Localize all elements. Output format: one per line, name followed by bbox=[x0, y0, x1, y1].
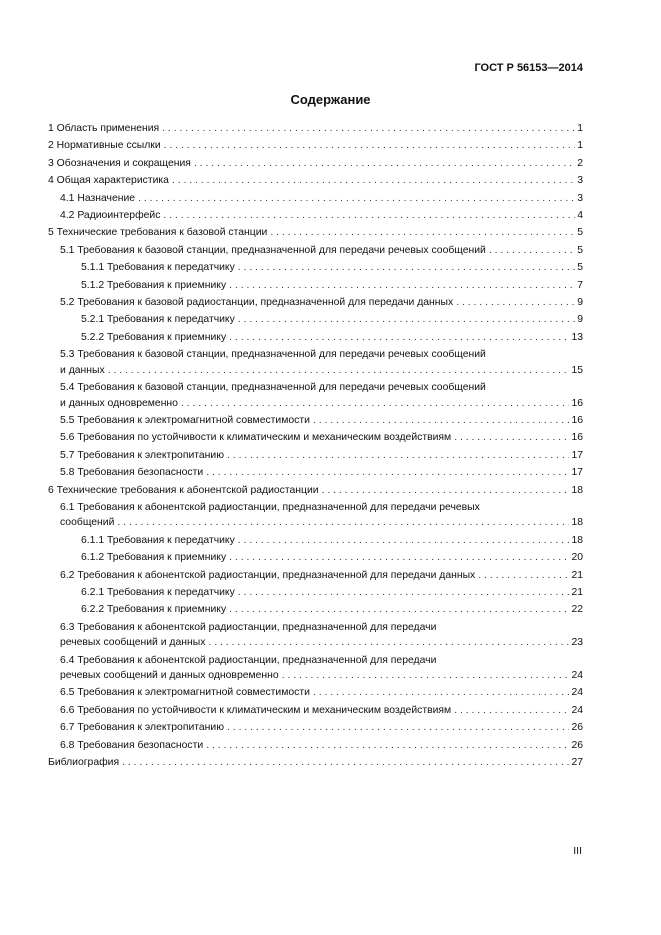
toc-entry[interactable] bbox=[48, 347, 583, 378]
toc-entry-page: 5 bbox=[577, 227, 583, 239]
toc-entry-title-line: 6.1 Требования к абонентской радиостанции, предназначенной для передачи речевых bbox=[60, 501, 480, 513]
toc-dot-leader bbox=[229, 330, 569, 345]
toc-entry-title: 6.2.1 Требования к передатчику bbox=[81, 585, 238, 600]
toc-entry[interactable] bbox=[48, 260, 583, 275]
toc-entry-title: 6.7 Требования к электропитанию bbox=[60, 720, 227, 735]
toc-entry-page: 24 bbox=[571, 670, 583, 681]
toc-entry-page: 18 bbox=[571, 534, 583, 546]
toc-entry[interactable] bbox=[48, 312, 583, 327]
toc-entry-page: 9 bbox=[577, 297, 583, 309]
toc-entry-title: 5.2 Требования к базовой радиостанции, предназначенной для передачи данных bbox=[60, 295, 456, 310]
toc-dot-leader bbox=[227, 720, 569, 735]
toc-entry-page: 18 bbox=[571, 517, 583, 529]
toc-dot-leader bbox=[454, 430, 569, 445]
toc-entry[interactable] bbox=[48, 278, 583, 293]
toc-entry-page: 13 bbox=[571, 331, 583, 343]
toc-entry-title: и данных одновременно bbox=[60, 396, 181, 411]
toc-entry-page: 5 bbox=[577, 244, 583, 256]
toc-title: Содержание bbox=[290, 92, 371, 107]
toc-entry-title-line: 5.3 Требования к базовой станции, предназначенной для передачи речевых сообщений bbox=[60, 349, 486, 361]
toc-entry[interactable] bbox=[48, 585, 583, 600]
toc-dot-leader bbox=[138, 191, 575, 206]
toc-entry-title: 5.1 Требования к базовой станции, предназначенной для передачи речевых сообщений bbox=[60, 243, 489, 258]
toc-dot-leader bbox=[454, 703, 569, 718]
toc-dot-leader bbox=[229, 278, 575, 293]
toc-entry-page: 17 bbox=[571, 449, 583, 461]
toc-dot-leader bbox=[322, 483, 570, 498]
toc-entry-title: 5.1.2 Требования к приемнику bbox=[81, 278, 229, 293]
toc-entry-title: 4 Общая характеристика bbox=[48, 173, 172, 188]
toc-entry-page: 9 bbox=[577, 314, 583, 326]
toc-entry-title: 4.1 Назначение bbox=[60, 191, 138, 206]
toc-dot-leader bbox=[456, 295, 575, 310]
toc-dot-leader bbox=[108, 363, 570, 378]
toc-dot-leader bbox=[313, 413, 570, 428]
toc-entry-title: речевых сообщений и данных bbox=[60, 635, 208, 650]
toc-entry-title: 6.8 Требования безопасности bbox=[60, 738, 206, 753]
toc-dot-leader bbox=[238, 312, 575, 327]
toc-entry[interactable] bbox=[48, 550, 583, 565]
toc-entry[interactable] bbox=[48, 243, 583, 258]
toc-dot-leader bbox=[313, 685, 570, 700]
toc-entry-page: 21 bbox=[571, 586, 583, 598]
toc-entry[interactable] bbox=[48, 225, 583, 240]
toc-entry[interactable] bbox=[48, 483, 583, 498]
toc-entry-page: 27 bbox=[571, 757, 583, 769]
toc-entry-title: 5.2.1 Требования к передатчику bbox=[81, 312, 238, 327]
toc-entry[interactable] bbox=[48, 653, 583, 684]
toc-entry-page: 22 bbox=[571, 604, 583, 616]
toc-entry-title: 2 Нормативные ссылки bbox=[48, 138, 164, 153]
toc-dot-leader bbox=[206, 465, 569, 480]
toc-entry-title: 5.1.1 Требования к передатчику bbox=[81, 260, 238, 275]
toc-entry-title: Библиография bbox=[48, 755, 122, 770]
toc-entry-title-line: 6.3 Требования к абонентской радиостанции, предназначенной для передачи bbox=[60, 621, 437, 633]
toc-entry-title-line: 5.4 Требования к базовой станции, предназначенной для передачи речевых сообщений bbox=[60, 382, 486, 394]
toc-dot-leader bbox=[122, 755, 569, 770]
toc-entry-page: 3 bbox=[577, 175, 583, 187]
toc-entry-title: 5.6 Требования по устойчивости к климатическим и механическим воздействиям bbox=[60, 430, 454, 445]
toc-entry[interactable] bbox=[48, 568, 583, 583]
toc-entry-title: 6.1.2 Требования к приемнику bbox=[81, 550, 229, 565]
toc-entry-title: сообщений bbox=[60, 515, 117, 530]
toc-entry[interactable] bbox=[48, 156, 583, 171]
toc-entry-title: 4.2 Радиоинтерфейс bbox=[60, 208, 163, 223]
toc-entry-page: 18 bbox=[571, 484, 583, 496]
toc-entry-title: 1 Область применения bbox=[48, 121, 162, 136]
toc-dot-leader bbox=[164, 138, 576, 153]
toc-entry-page: 16 bbox=[571, 397, 583, 409]
toc-entry[interactable] bbox=[48, 138, 583, 153]
toc-dot-leader bbox=[172, 173, 575, 188]
toc-entry-page: 16 bbox=[571, 414, 583, 426]
toc-entry[interactable] bbox=[48, 121, 583, 136]
toc-entry[interactable] bbox=[48, 533, 583, 548]
toc-entry-page: 21 bbox=[571, 569, 583, 581]
toc-entry-title: 5.8 Требования безопасности bbox=[60, 465, 206, 480]
toc-entry-page: 26 bbox=[571, 722, 583, 734]
toc-entry-page: 17 bbox=[571, 467, 583, 479]
toc-entry[interactable] bbox=[48, 720, 583, 735]
toc-entry-page: 1 bbox=[577, 140, 583, 152]
toc-entry[interactable] bbox=[48, 755, 583, 770]
toc-entry-page: 24 bbox=[571, 704, 583, 716]
toc-entry-page: 23 bbox=[571, 637, 583, 649]
toc-dot-leader bbox=[206, 738, 569, 753]
toc-dot-leader bbox=[282, 668, 570, 683]
toc-entry-title: 3 Обозначения и сокращения bbox=[48, 156, 194, 171]
toc-entry[interactable] bbox=[48, 500, 583, 531]
toc-dot-leader bbox=[208, 635, 569, 650]
toc-entry[interactable] bbox=[48, 738, 583, 753]
toc-entry-page: 2 bbox=[577, 157, 583, 169]
toc-entry[interactable] bbox=[48, 703, 583, 718]
toc-entry-page: 24 bbox=[571, 687, 583, 699]
toc-entry[interactable] bbox=[48, 208, 583, 223]
toc-entry-title-line: 6.4 Требования к абонентской радиостанции, предназначенной для передачи bbox=[60, 654, 437, 666]
toc-entry[interactable] bbox=[48, 295, 583, 310]
toc-entry-title: 6.2.2 Требования к приемнику bbox=[81, 602, 229, 617]
toc-dot-leader bbox=[238, 585, 570, 600]
toc-dot-leader bbox=[270, 225, 575, 240]
toc-entry-page: 1 bbox=[577, 123, 583, 134]
toc-dot-leader bbox=[163, 208, 575, 223]
toc-entry[interactable] bbox=[48, 380, 583, 411]
toc-entry[interactable] bbox=[48, 448, 583, 463]
toc-entry-title: 5 Технические требования к базовой станции bbox=[48, 225, 270, 240]
toc-entry-title: речевых сообщений и данных одновременно bbox=[60, 668, 282, 683]
toc-entry-title: 6.5 Требования к электромагнитной совместимости bbox=[60, 685, 313, 700]
toc-dot-leader bbox=[117, 515, 569, 530]
toc-entry-title: 5.2.2 Требования к приемнику bbox=[81, 330, 229, 345]
toc-entry-page: 3 bbox=[577, 192, 583, 204]
toc-entry-title: и данных bbox=[60, 363, 108, 378]
toc-entry[interactable] bbox=[48, 330, 583, 345]
page-number: III bbox=[573, 845, 582, 857]
toc-dot-leader bbox=[194, 156, 575, 171]
toc-entry[interactable] bbox=[48, 620, 583, 651]
toc-entry-title: 6.2 Требования к абонентской радиостанции, предназначенной для передачи данных bbox=[60, 568, 478, 583]
toc-entry-page: 16 bbox=[571, 432, 583, 444]
toc-entry[interactable] bbox=[48, 465, 583, 480]
toc-dot-leader bbox=[162, 121, 575, 136]
toc-entry[interactable] bbox=[48, 173, 583, 188]
toc-entry-title: 6 Технические требования к абонентской радиостанции bbox=[48, 483, 322, 498]
toc-dot-leader bbox=[489, 243, 575, 258]
toc-entry-title: 6.1.1 Требования к передатчику bbox=[81, 533, 238, 548]
toc-entry-page: 15 bbox=[571, 364, 583, 376]
toc-dot-leader bbox=[229, 550, 569, 565]
toc-dot-leader bbox=[238, 533, 570, 548]
toc-entry[interactable] bbox=[48, 413, 583, 428]
toc-entry[interactable] bbox=[48, 685, 583, 700]
toc-entry[interactable] bbox=[48, 602, 583, 617]
toc-entry-title: 5.7 Требования к электропитанию bbox=[60, 448, 227, 463]
toc-entry-page: 26 bbox=[571, 739, 583, 751]
toc-entry-title: 5.5 Требования к электромагнитной совместимости bbox=[60, 413, 313, 428]
toc-entry-page: 20 bbox=[571, 552, 583, 564]
toc-entry[interactable] bbox=[48, 430, 583, 445]
document-code: ГОСТ Р 56153—2014 bbox=[474, 62, 583, 74]
toc-dot-leader bbox=[229, 602, 569, 617]
toc-dot-leader bbox=[238, 260, 575, 275]
toc-entry-title: 6.6 Требования по устойчивости к климатическим и механическим воздействиям bbox=[60, 703, 454, 718]
toc-entry-page: 4 bbox=[577, 210, 583, 222]
toc-dot-leader bbox=[181, 396, 569, 411]
toc-dot-leader bbox=[227, 448, 569, 463]
table-of-contents bbox=[48, 121, 583, 770]
toc-dot-leader bbox=[478, 568, 569, 583]
toc-entry[interactable] bbox=[48, 191, 583, 206]
toc-entry-page: 7 bbox=[577, 279, 583, 291]
toc-entry-page: 5 bbox=[577, 262, 583, 274]
